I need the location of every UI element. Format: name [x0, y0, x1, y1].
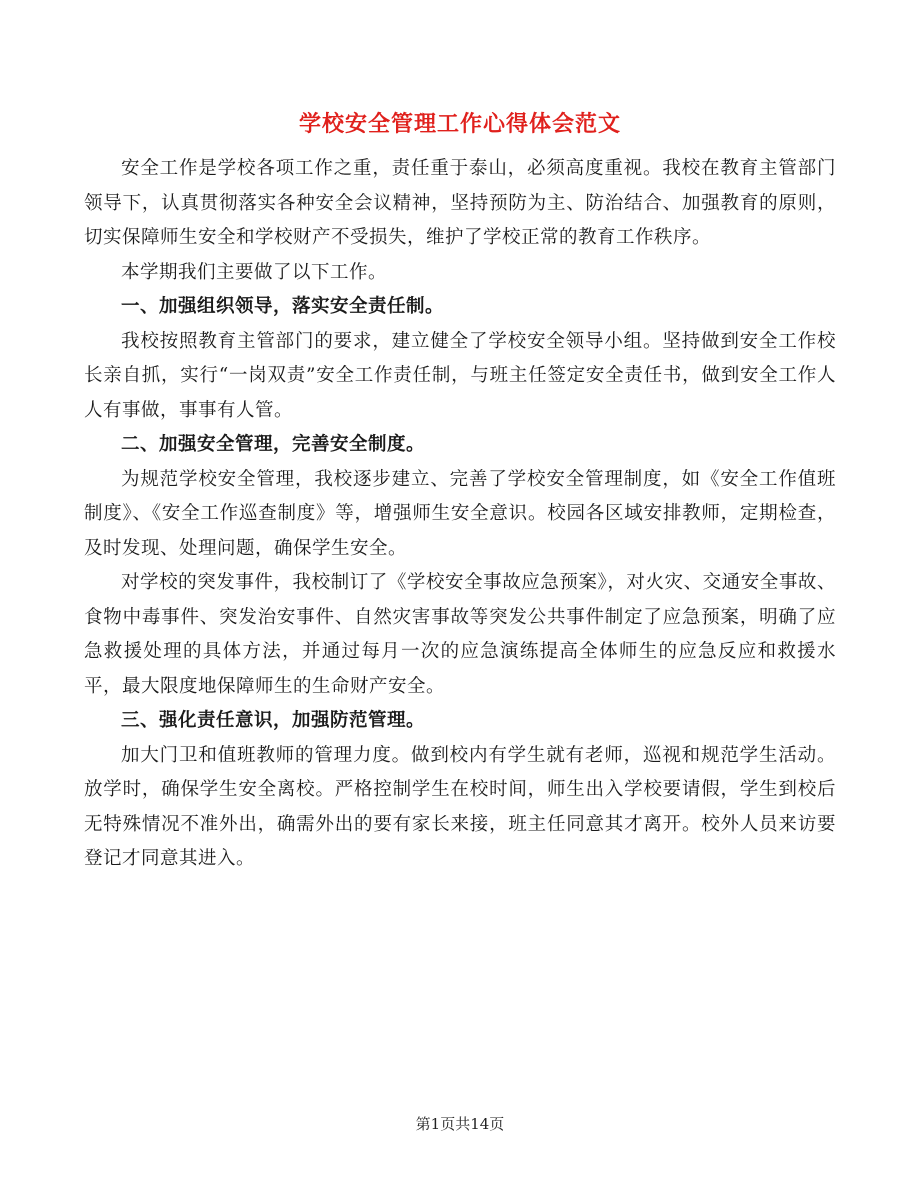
paragraph-section-2a: 为规范学校安全管理，我校逐步建立、完善了学校安全管理制度，如《安全工作值班制度》、《安全工作巡查制度》等，增强师生安全意识。校园各区域安排教师，定期检查，及时发现、处理问题，确保学生安全。 — [84, 468, 836, 559]
paragraph-section-2b: 对学校的突发事件，我校制订了《学校安全事故应急预案》，对火灾、交通安全事故、食物中毒事件、突发治安事件、自然灾害事故等突发公共事件制定了应急预案，明确了应急救援处理的具体方法，并通过每月一次的应急演练提高全体师生的应急反应和救援水平，最大限度地保障师生的生命财产安全。 — [84, 572, 836, 697]
document-body — [84, 152, 836, 877]
page-number: 第1页共14页 — [415, 1115, 505, 1133]
section-heading-2: 二、加强安全管理，完善安全制度。 — [121, 434, 426, 455]
section-heading-3: 三、强化责任意识，加强防范管理。 — [121, 710, 426, 731]
paragraph-section-1: 我校按照教育主管部门的要求，建立健全了学校安全领导小组。坚持做到安全工作校长亲自抓，实行“一岗双责”安全工作责任制，与班主任签定安全责任书，做到安全工作人人有事做，事事有人管。 — [84, 330, 836, 421]
document-title: 学校安全管理工作心得体会范文 — [298, 111, 621, 137]
paragraph-intro: 安全工作是学校各项工作之重，责任重于泰山，必须高度重视。我校在教育主管部门领导下，认真贯彻落实各种安全会议精神，坚持预防为主、防治结合、加强教育的原则，切实保障师生安全和学校财产不受损失，维护了学校正常的教育工作秩序。 — [84, 158, 836, 248]
section-heading-1: 一、加强组织领导，落实安全责任制。 — [121, 296, 445, 317]
paragraph-summary: 本学期我们主要做了以下工作。 — [121, 261, 388, 283]
paragraph-section-3: 加大门卫和值班教师的管理力度。做到校内有学生就有老师，巡视和规范学生活动。放学时，确保学生安全离校。严格控制学生在校时间，师生出入学校要请假，学生到校后无特殊情况不准外出，确需外出的要有家长来接，班主任同意其才离开。校外人员来访要登记才同意其进入。 — [84, 744, 836, 869]
